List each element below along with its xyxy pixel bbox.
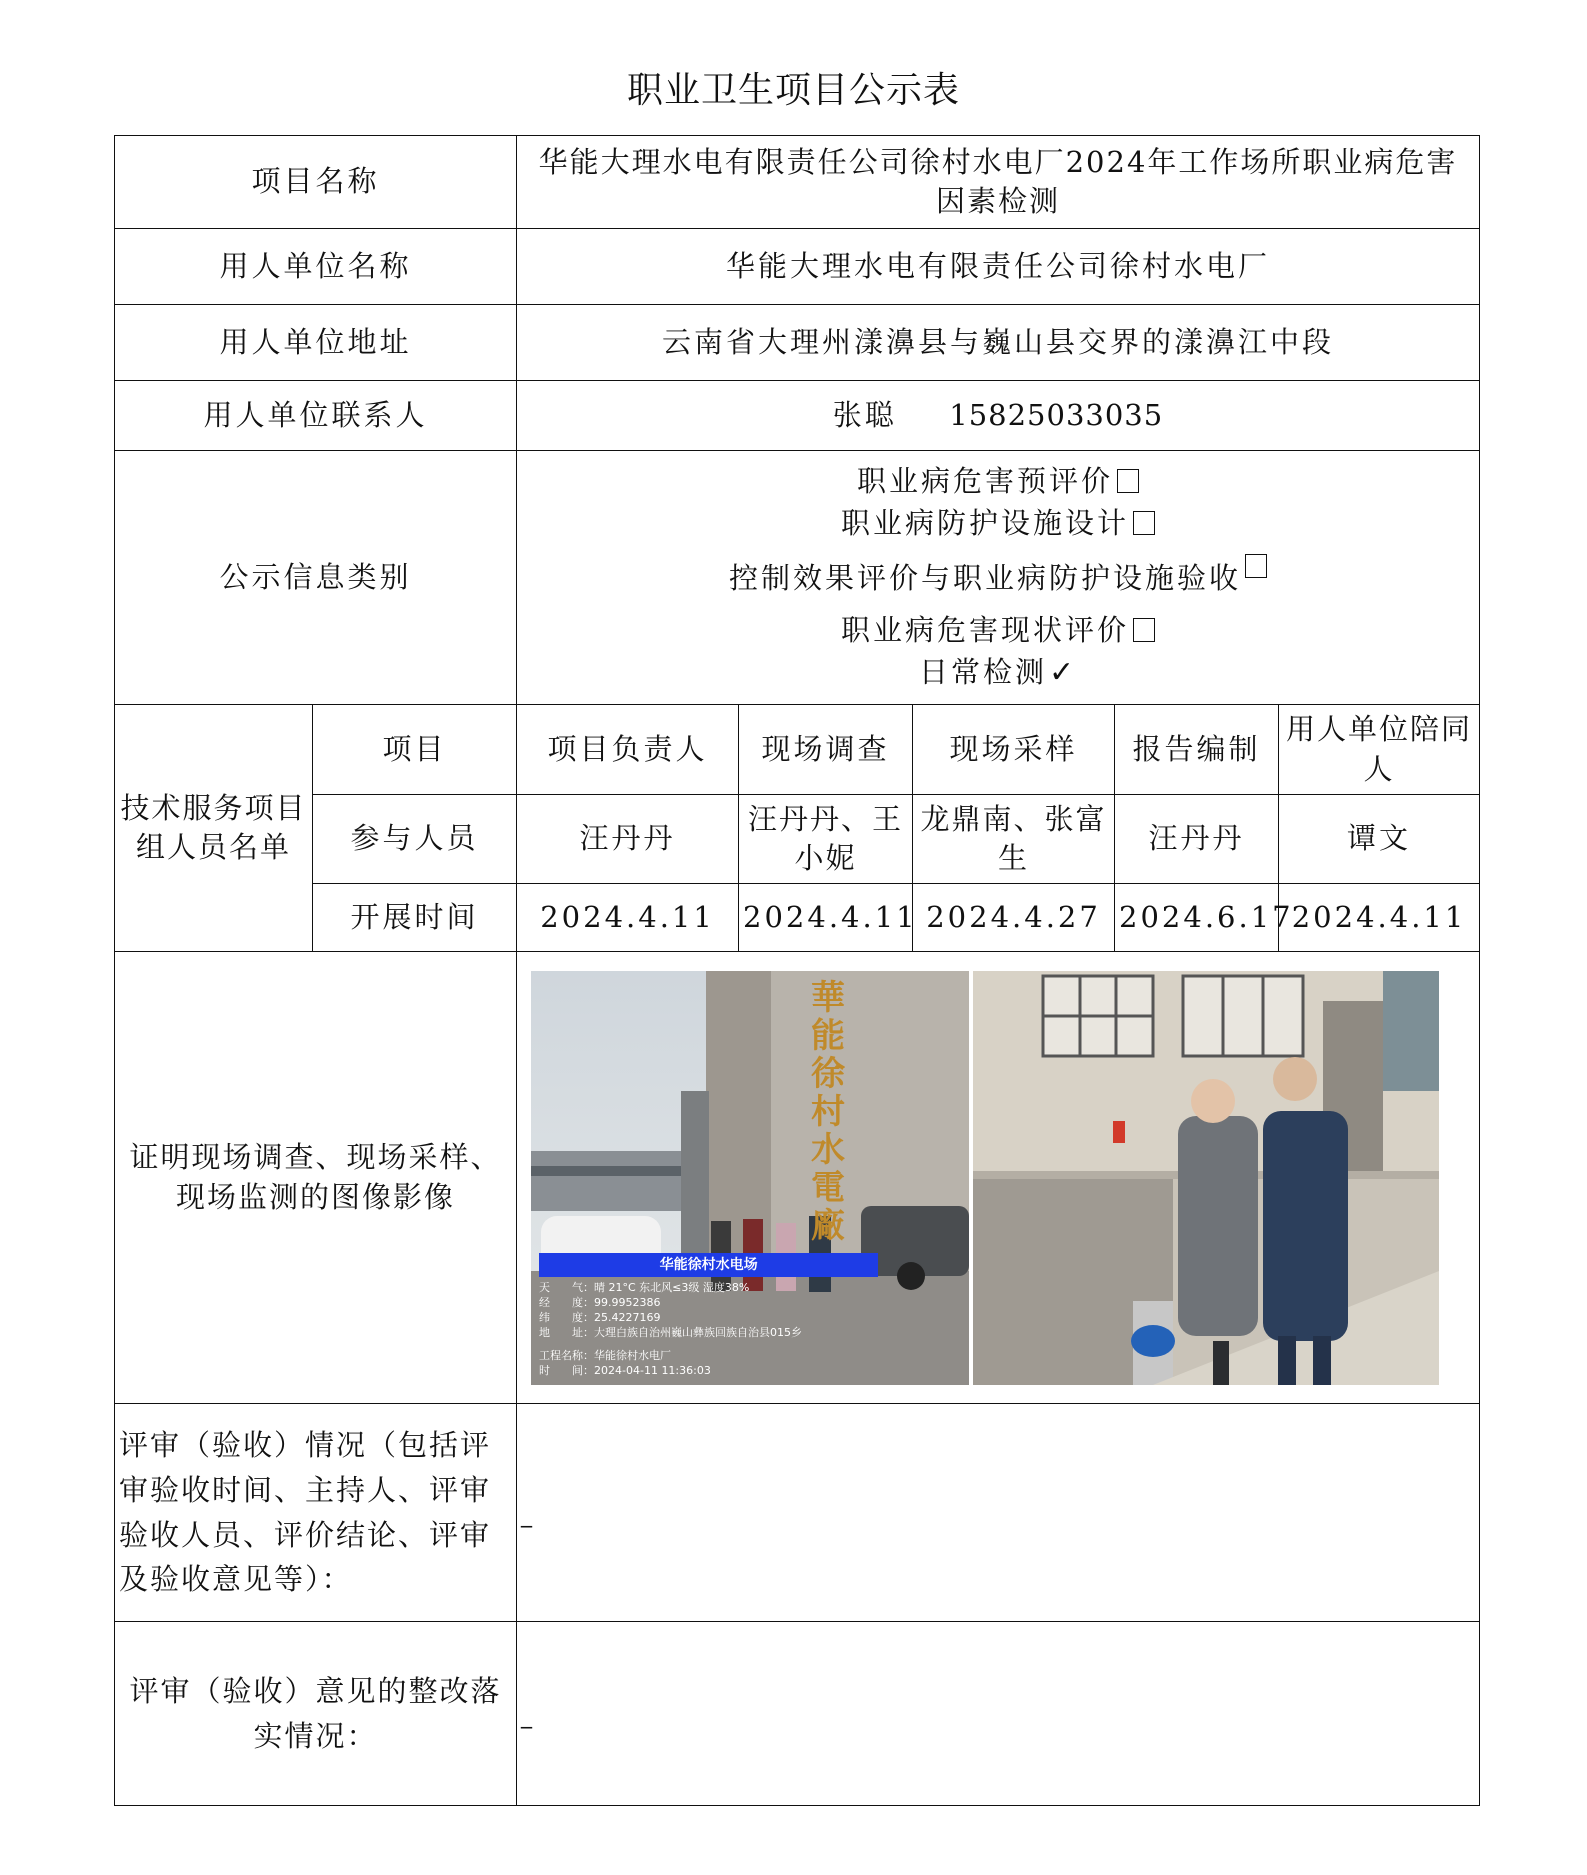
participants-label: 参与人员 [313,795,517,884]
team-header-survey: 现场调查 [739,705,913,795]
category-label: 公示信息类别 [115,451,517,705]
category-pre-evaluation: 职业病危害预评价 [521,460,1475,502]
team-label: 技术服务项目 组人员名单 [115,705,313,952]
employer-address-label: 用人单位地址 [115,305,517,381]
participants-sampling: 龙鼎南、张富 生 [913,795,1115,884]
project-name-label: 项目名称 [115,136,517,229]
watermark-latitude: 纬 度：25.4227169 [539,1311,661,1325]
review-row [115,1404,1480,1622]
disclosure-table [114,135,1480,1806]
evidence-photos [517,952,1480,1404]
employer-name-row [115,229,1480,305]
photo-watermark [531,1249,969,1385]
review-value: _ [517,1404,1480,1622]
team-dates-row [115,884,1480,952]
team-header-item: 项目 [313,705,517,795]
project-name-value [517,136,1480,229]
team-header-sampling: 现场采样 [913,705,1115,795]
checkmark-icon: ✓ [1048,655,1078,691]
checkbox-empty-icon [1245,554,1267,578]
employer-name-value: 华能大理水电有限责任公司徐村水电厂 [517,229,1480,305]
category-protection-design: 职业病防护设施设计 [521,502,1475,544]
watermark-project: 工程名称：华能徐村水电厂 [539,1348,672,1362]
team-header-leader: 项目负责人 [517,705,739,795]
participants-escort: 谭文 [1279,795,1480,884]
watermark-header: 华能徐村水电场 [539,1253,878,1278]
evidence-label: 证明现场调查、现场采样、 现场监测的图像影像 [115,952,517,1404]
workers-photo-drawing [973,971,1439,1385]
checkbox-empty-icon [1133,511,1155,535]
project-name-line1: 华能大理水电有限责任公司徐村水电厂2024年工作场所职业病危害 [538,144,1458,179]
watermark-address: 地 址：大理白族自治州巍山彝族回族自治县015乡 [539,1325,803,1339]
participants-leader: 汪丹丹 [517,795,739,884]
rectification-label: 评审（验收）意见的整改落 实情况： [115,1622,517,1806]
team-header-row [115,705,1480,795]
date-survey: 2024.4.11 [739,884,913,952]
watermark-time: 时 间：2024-04-11 11:36:03 [539,1363,711,1377]
checkbox-empty-icon [1117,469,1139,493]
rectification-value: _ [517,1622,1480,1806]
review-label: 评审（验收）情况（包括评 审验收时间、主持人、评审 验收人员、评价结论、评审 及验收意见等）： [115,1404,517,1622]
date-report: 2024.6.17 [1115,884,1279,952]
team-header-report: 报告编制 [1115,705,1279,795]
category-options [517,451,1480,705]
contact-value [517,381,1480,451]
participants-survey: 汪丹丹、王 小妮 [739,795,913,884]
employer-address-value: 云南省大理州漾濞县与巍山县交界的漾濞江中段 [517,305,1480,381]
page-title: 职业卫生项目公示表 [626,70,960,111]
team-header-escort: 用人单位陪同 人 [1279,705,1480,795]
site-survey-photo [531,971,969,1385]
site-sampling-photo [973,971,1439,1385]
project-name-line2: 因素检测 [936,184,1061,218]
rectification-row [115,1622,1480,1806]
team-participants-row [115,795,1480,884]
dates-label: 开展时间 [313,884,517,952]
date-escort: 2024.4.11 [1279,884,1480,952]
contact-row [115,381,1480,451]
project-name-row [115,136,1480,229]
contact-name: 张聪 [832,397,897,432]
category-row [115,451,1480,705]
date-leader: 2024.4.11 [517,884,739,952]
category-routine-testing: 日常检测✓ [918,655,1078,691]
watermark-longitude: 经 度：99.9952386 [539,1296,661,1310]
employer-address-row [115,305,1480,381]
contact-phone: 15825033035 [949,397,1164,432]
evidence-row [115,952,1480,1404]
checkbox-empty-icon [1133,618,1155,642]
date-sampling: 2024.4.27 [913,884,1115,952]
employer-name-label: 用人单位名称 [115,229,517,305]
watermark-weather: 天 气：晴 21°C 东北风≤3级 湿度38% [539,1281,750,1295]
contact-label: 用人单位联系人 [115,381,517,451]
plant-sign: 華 能 徐 村 水 電 廠 [811,977,846,1246]
category-control-evaluation: 控制效果评价与职业病防护设施验收 [521,554,1475,599]
participants-report: 汪丹丹 [1115,795,1279,884]
category-status-evaluation: 职业病危害现状评价 [521,609,1475,651]
